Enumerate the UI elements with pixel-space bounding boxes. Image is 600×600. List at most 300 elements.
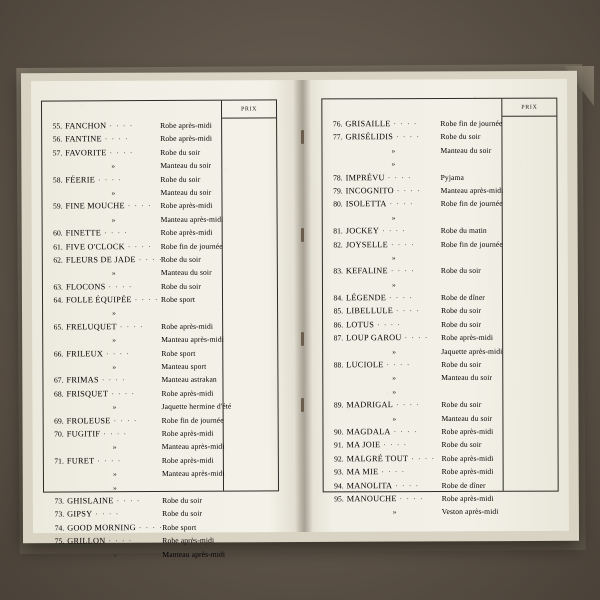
list-item: [44, 469, 224, 483]
paper-speck: [483, 106, 484, 107]
paper-speck: [279, 380, 280, 381]
list-item: [43, 322, 223, 336]
entry-name: INCOGNITO: [345, 186, 394, 196]
dot-leader: · · · ·: [101, 375, 126, 385]
dot-leader: »: [392, 413, 398, 423]
entry-number: 89.: [333, 400, 344, 410]
entry-description: Robe du soir: [160, 174, 201, 184]
entry-number: 80.: [333, 199, 343, 209]
paper-speck: [119, 464, 120, 465]
right-price-header: PRIX: [502, 99, 556, 117]
paper-speck: [505, 388, 506, 389]
entry-description: Robe de dîner: [440, 292, 485, 303]
list-item: [42, 147, 222, 161]
list-item: [43, 295, 223, 309]
entry-name: LÉGENDE: [345, 293, 387, 303]
paper-speck: [348, 408, 350, 410]
list-item: [43, 214, 223, 228]
entry-number: 66.: [53, 349, 64, 359]
entry-description: Robe après-midi: [162, 535, 215, 546]
entry-description: Veston après-midi: [441, 507, 499, 517]
list-item: [323, 333, 503, 347]
entry-description: Robe après-midi: [161, 388, 214, 398]
left-page-table: [41, 99, 279, 559]
entry-name: LIBELLULE: [346, 306, 394, 316]
entry-name: FANCHON: [65, 121, 107, 131]
entry-number: 77.: [332, 132, 343, 142]
dot-leader: · · · ·: [388, 293, 414, 303]
entry-description: Manteau après-midi: [440, 185, 504, 195]
dot-leader: · · · ·: [396, 132, 421, 142]
list-item: [43, 308, 223, 322]
dot-leader: · · · ·: [108, 536, 133, 546]
dot-leader: · · · ·: [97, 174, 123, 184]
entry-number: 70.: [54, 429, 64, 439]
list-item: [43, 348, 223, 362]
entry-description: Robe du soir: [162, 509, 203, 519]
dot-leader: · · · ·: [109, 121, 134, 131]
paper-speck: [559, 307, 560, 308]
dot-leader: · · · ·: [377, 319, 402, 330]
list-item: [43, 281, 223, 295]
dot-leader: · · · ·: [390, 266, 415, 276]
entry-number: 95.: [334, 494, 344, 504]
entry-description: Robe sport: [160, 294, 196, 305]
entry-description: Robe après-midi: [161, 428, 214, 438]
entry-description: Robe sport: [162, 522, 197, 532]
list-item: [44, 482, 224, 496]
entry-name: MAGDALA: [346, 427, 391, 437]
left-price-header: PRIX: [222, 100, 276, 118]
entry-number: 63.: [53, 282, 63, 292]
list-item: [44, 522, 224, 536]
list-item: [43, 362, 223, 376]
paper-speck: [343, 227, 345, 229]
binding-stitch: [301, 130, 304, 144]
list-item: [322, 119, 502, 133]
dot-leader: »: [111, 161, 117, 171]
dot-leader: · · · ·: [104, 228, 129, 238]
list-item: [323, 320, 503, 334]
paper-speck: [59, 487, 60, 488]
entry-name: MANOLITA: [346, 480, 393, 490]
paper-speck: [418, 246, 419, 247]
list-item: [323, 387, 503, 401]
list-item: [324, 480, 504, 494]
left-entry-list: [42, 119, 232, 559]
entry-description: Robe fin de journée: [440, 199, 503, 209]
entry-name: FRIMAS: [66, 375, 99, 385]
list-item: [323, 213, 503, 227]
entry-number: 62.: [53, 255, 63, 265]
list-item: [43, 255, 223, 269]
entry-number: 78.: [333, 172, 343, 182]
entry-number: 67.: [53, 375, 64, 385]
list-item: [43, 388, 223, 402]
entry-description: Robe après-midi: [161, 455, 214, 465]
list-item: [43, 268, 223, 282]
entry-name: FRELUQUET: [66, 322, 117, 332]
dot-leader: · · · ·: [389, 199, 414, 209]
entry-name: FIVE O'CLOCK: [65, 241, 125, 252]
dot-leader: »: [112, 469, 118, 479]
paper-speck: [494, 489, 495, 490]
dot-leader: · · · ·: [111, 388, 136, 399]
dot-leader: · · · ·: [395, 480, 420, 490]
entry-name: LOTUS: [346, 320, 375, 330]
dot-leader: »: [111, 214, 117, 224]
dot-leader: · · · ·: [104, 134, 129, 144]
entry-number: 58.: [52, 175, 63, 185]
list-item: [44, 549, 224, 563]
dot-leader: · · · ·: [396, 400, 421, 410]
dot-leader: »: [391, 279, 397, 289]
entry-description: Manteau du soir: [441, 413, 493, 423]
entry-number: 55.: [52, 121, 63, 131]
list-item: [323, 346, 503, 360]
dot-leader: »: [391, 159, 397, 169]
paper-speck: [97, 322, 99, 324]
entry-number: 71.: [54, 456, 64, 466]
dot-leader: · · · ·: [134, 295, 159, 305]
list-item: [323, 373, 503, 387]
paper-speck: [514, 195, 515, 196]
dot-leader: · · · ·: [399, 493, 424, 504]
entry-description: Robe après-midi: [441, 493, 494, 503]
entry-description: Robe du soir: [162, 495, 203, 505]
dot-leader: · · · ·: [404, 333, 429, 343]
entry-description: Robe du soir: [441, 400, 482, 410]
paper-speck: [81, 105, 83, 107]
dot-leader: »: [392, 346, 398, 356]
entry-name: FINE MOUCHE: [65, 201, 125, 211]
entry-description: Manteau du soir: [440, 145, 492, 155]
entry-description: Robe du soir: [441, 440, 482, 450]
entry-number: 79.: [333, 186, 343, 196]
dot-leader: »: [111, 268, 117, 278]
entry-name: MANOUCHE: [346, 494, 397, 504]
paper-speck: [451, 394, 452, 395]
entry-number: 81.: [333, 226, 343, 236]
list-item: [322, 146, 502, 160]
entry-name: FLEURS DE JADE: [65, 255, 136, 265]
binding-stitch: [301, 332, 304, 346]
entry-description: Pyjama: [440, 172, 464, 182]
entry-description: Robe du soir: [160, 281, 201, 291]
entry-number: 57.: [52, 148, 63, 158]
entry-name: FINETTE: [65, 228, 102, 238]
entry-description: Robe du soir: [440, 132, 481, 142]
list-item: [323, 186, 503, 200]
paper-speck: [344, 490, 345, 491]
list-item: [323, 279, 503, 293]
entry-number: 91.: [334, 440, 344, 450]
entry-number: 83.: [333, 266, 343, 276]
list-item: [44, 509, 224, 523]
dot-leader: · · · ·: [127, 241, 152, 251]
list-item: [43, 201, 223, 215]
entry-name: JOCKEY: [345, 226, 380, 236]
entry-description: Manteau après-midi: [160, 214, 224, 224]
entry-name: FOLLE ÉQUIPÉE: [65, 295, 132, 305]
list-item: [43, 375, 223, 389]
list-item: [323, 199, 503, 213]
paper-speck: [63, 350, 64, 351]
list-item: [44, 536, 224, 550]
paper-speck: [264, 271, 265, 272]
paper-speck: [93, 379, 94, 380]
entry-description: Robe après-midi: [160, 227, 213, 238]
dot-leader: »: [112, 402, 118, 412]
right-price-column: [501, 99, 557, 491]
paper-speck: [533, 277, 534, 278]
right-page-table: [321, 98, 558, 517]
paper-speck: [313, 403, 314, 404]
paper-speck: [520, 164, 521, 165]
left-price-column: [221, 100, 278, 490]
paper-speck: [248, 155, 249, 156]
list-item: [323, 266, 503, 280]
dot-leader: · · · ·: [113, 415, 138, 425]
entry-name: GOOD MORNING: [67, 522, 136, 533]
dot-leader: »: [392, 507, 398, 517]
dot-leader: · · · ·: [138, 522, 163, 532]
entry-number: 82.: [333, 239, 343, 249]
entry-description: Robe de dîner: [441, 480, 486, 490]
paper-speck: [131, 158, 132, 159]
list-item: [323, 413, 503, 427]
entry-description: Robe du soir: [441, 319, 482, 329]
dot-leader: »: [112, 308, 118, 318]
entry-description: Manteau après-midi: [161, 442, 225, 452]
list-item: [43, 335, 223, 349]
list-item: [44, 401, 232, 416]
list-item: [323, 159, 503, 173]
entry-name: FUGITIF: [66, 429, 101, 439]
list-item: [323, 400, 503, 414]
entry-number: 60.: [53, 228, 63, 238]
dot-leader: · · · ·: [382, 226, 407, 236]
entry-description: Robe après-midi: [441, 453, 494, 463]
paper-speck: [146, 284, 147, 285]
list-item: [42, 174, 222, 188]
entry-description: Jaquette après-midi: [441, 346, 503, 356]
entry-number: 64.: [53, 295, 64, 305]
entry-name: GRISAILLE: [345, 119, 391, 129]
dot-leader: »: [392, 373, 398, 383]
entry-name: FÉERIE: [65, 174, 96, 185]
entry-description: Robe du soir: [441, 306, 482, 316]
entry-description: Robe sport: [161, 348, 196, 358]
entry-name: GHISLAINE: [67, 496, 114, 506]
dot-leader: · · · ·: [109, 147, 134, 158]
entry-name: MA JOIE: [346, 440, 381, 450]
dot-leader: »: [391, 253, 397, 263]
entry-name: FRILEUX: [66, 348, 104, 359]
paper-speck: [217, 308, 219, 310]
list-item: [323, 360, 503, 374]
entry-name: FURET: [66, 456, 95, 466]
binding-stitch: [301, 398, 304, 412]
entry-description: Robe fin de journée: [440, 118, 503, 128]
dot-leader: »: [112, 335, 118, 345]
dot-leader: · · · ·: [116, 496, 141, 506]
paper-speck: [383, 431, 384, 432]
entry-number: 94.: [334, 480, 344, 490]
dot-leader: · · · ·: [393, 119, 418, 129]
dot-leader: · · · ·: [106, 348, 131, 358]
entry-number: 68.: [53, 389, 64, 399]
entry-description: Manteau après-midi: [161, 468, 225, 479]
paper-speck: [312, 348, 313, 349]
entry-description: Manteau du soir: [160, 160, 212, 171]
list-item: [42, 161, 222, 175]
entry-name: LOUP GAROU: [346, 333, 402, 343]
dot-leader: »: [391, 145, 397, 155]
dot-leader: »: [392, 386, 398, 396]
entry-description: Robe du soir: [441, 359, 482, 370]
entry-name: FANTINE: [65, 134, 102, 144]
paper-speck: [254, 362, 255, 363]
entry-name: MALGRÉ TOUT: [346, 453, 409, 464]
dot-leader: »: [112, 362, 118, 372]
list-item: [43, 228, 223, 242]
paper-speck: [386, 392, 388, 394]
entry-description: Manteau sport: [161, 361, 207, 372]
entry-number: 85.: [333, 306, 344, 316]
entry-number: 56.: [52, 134, 63, 144]
entry-name: KEFALINE: [345, 266, 388, 276]
list-item: [42, 121, 222, 135]
list-item: [44, 455, 224, 469]
entry-description: Robe après-midi: [441, 426, 494, 436]
paper-speck: [35, 340, 36, 341]
list-item: [324, 440, 504, 454]
entry-number: 73.: [54, 496, 65, 506]
dot-leader: »: [111, 188, 117, 198]
list-item: [323, 172, 503, 186]
dot-leader: · · · ·: [138, 254, 163, 265]
entry-name: FRISQUET: [66, 389, 109, 399]
entry-name: GRISÉLIDIS: [345, 132, 394, 142]
entry-number: 59.: [53, 201, 63, 211]
entry-name: JOYSELLE: [345, 239, 388, 249]
entry-number: 76.: [332, 119, 343, 129]
dot-leader: · · · ·: [97, 455, 122, 466]
entry-number: 84.: [333, 293, 344, 303]
list-item: [323, 253, 503, 267]
list-item: [44, 429, 224, 443]
entry-description: Manteau du soir: [160, 268, 212, 278]
entry-description: Robe du soir: [160, 254, 201, 264]
list-item: [323, 293, 503, 307]
paper-speck: [272, 92, 273, 93]
entry-description: Robe fin de journée: [161, 415, 224, 425]
entry-description: Manteau astrakan: [161, 375, 217, 385]
entry-description: Robe après-midi: [161, 321, 214, 331]
entry-number: 90.: [333, 427, 344, 437]
entry-number: 65.: [53, 322, 64, 332]
entry-description: Robe après-midi: [160, 201, 213, 211]
entry-number: 93.: [334, 467, 344, 477]
list-item: [324, 467, 504, 481]
list-item: [324, 454, 504, 468]
list-item: [323, 427, 503, 441]
dot-leader: · · · ·: [390, 239, 415, 249]
dot-leader: · · · ·: [383, 440, 408, 450]
entry-number: 73.: [54, 509, 65, 519]
dot-leader: · · · ·: [381, 467, 406, 477]
list-item: [42, 134, 222, 148]
entry-name: FLOCONS: [65, 281, 106, 292]
list-item: [323, 226, 503, 240]
dot-leader: · · · ·: [393, 427, 418, 437]
entry-description: Robe après-midi: [160, 134, 213, 144]
paper-speck: [237, 182, 238, 183]
entry-number: 74.: [54, 523, 65, 533]
paper-speck: [526, 406, 527, 407]
dot-leader: · · · ·: [103, 429, 128, 439]
dot-leader: »: [113, 549, 119, 559]
list-item: [42, 188, 222, 202]
paper-speck: [225, 168, 227, 170]
dot-leader: »: [391, 212, 397, 222]
entry-name: GRILLON: [67, 536, 106, 546]
entry-name: ISOLETTA: [345, 199, 387, 209]
entry-description: Robe du matin: [440, 225, 487, 236]
entry-number: 75.: [54, 536, 65, 546]
paper-speck: [474, 96, 476, 98]
entry-name: FAVORITE: [65, 148, 107, 158]
list-item: [324, 494, 504, 508]
entry-description: Robe du soir: [440, 266, 481, 276]
entry-number: 69.: [54, 416, 64, 426]
list-item: [322, 132, 502, 146]
entry-number: 86.: [333, 320, 344, 330]
list-item: [323, 306, 503, 320]
entry-description: Manteau du soir: [160, 187, 212, 197]
dot-leader: · · · ·: [95, 509, 120, 519]
entry-description: Robe après-midi: [441, 466, 494, 477]
entry-description: Robe après-midi: [441, 333, 494, 343]
center-gutter: [293, 80, 313, 532]
entry-number: 61.: [53, 242, 63, 252]
entry-number: 87.: [333, 333, 344, 343]
entry-name: MADRIGAL: [346, 400, 394, 410]
binding-stitch: [301, 228, 304, 242]
dot-leader: · · · ·: [411, 453, 436, 463]
dot-leader: »: [112, 482, 118, 492]
entry-number: 92.: [334, 454, 344, 464]
dot-leader: · · · ·: [108, 281, 133, 291]
entry-description: Manteau du soir: [441, 373, 493, 383]
entry-name: GIPSY: [67, 509, 93, 519]
entry-description: Manteau après-midi: [162, 549, 226, 559]
entry-description: Robe fin de journée: [440, 239, 503, 249]
entry-name: MA MIE: [346, 467, 379, 477]
entry-name: IMPRÉVU: [345, 172, 385, 182]
dot-leader: · · · ·: [395, 306, 421, 316]
entry-description: Jaquette hermine d'été: [161, 401, 232, 412]
list-item: [323, 239, 503, 253]
entry-description: Robe après-midi: [160, 120, 213, 130]
entry-description: Robe du soir: [160, 147, 201, 157]
list-item: [44, 496, 224, 510]
entry-name: FROLEUSE: [66, 415, 111, 426]
entry-description: Robe fin de journée: [160, 241, 223, 251]
list-item: [44, 442, 224, 456]
paper-speck: [114, 487, 115, 488]
